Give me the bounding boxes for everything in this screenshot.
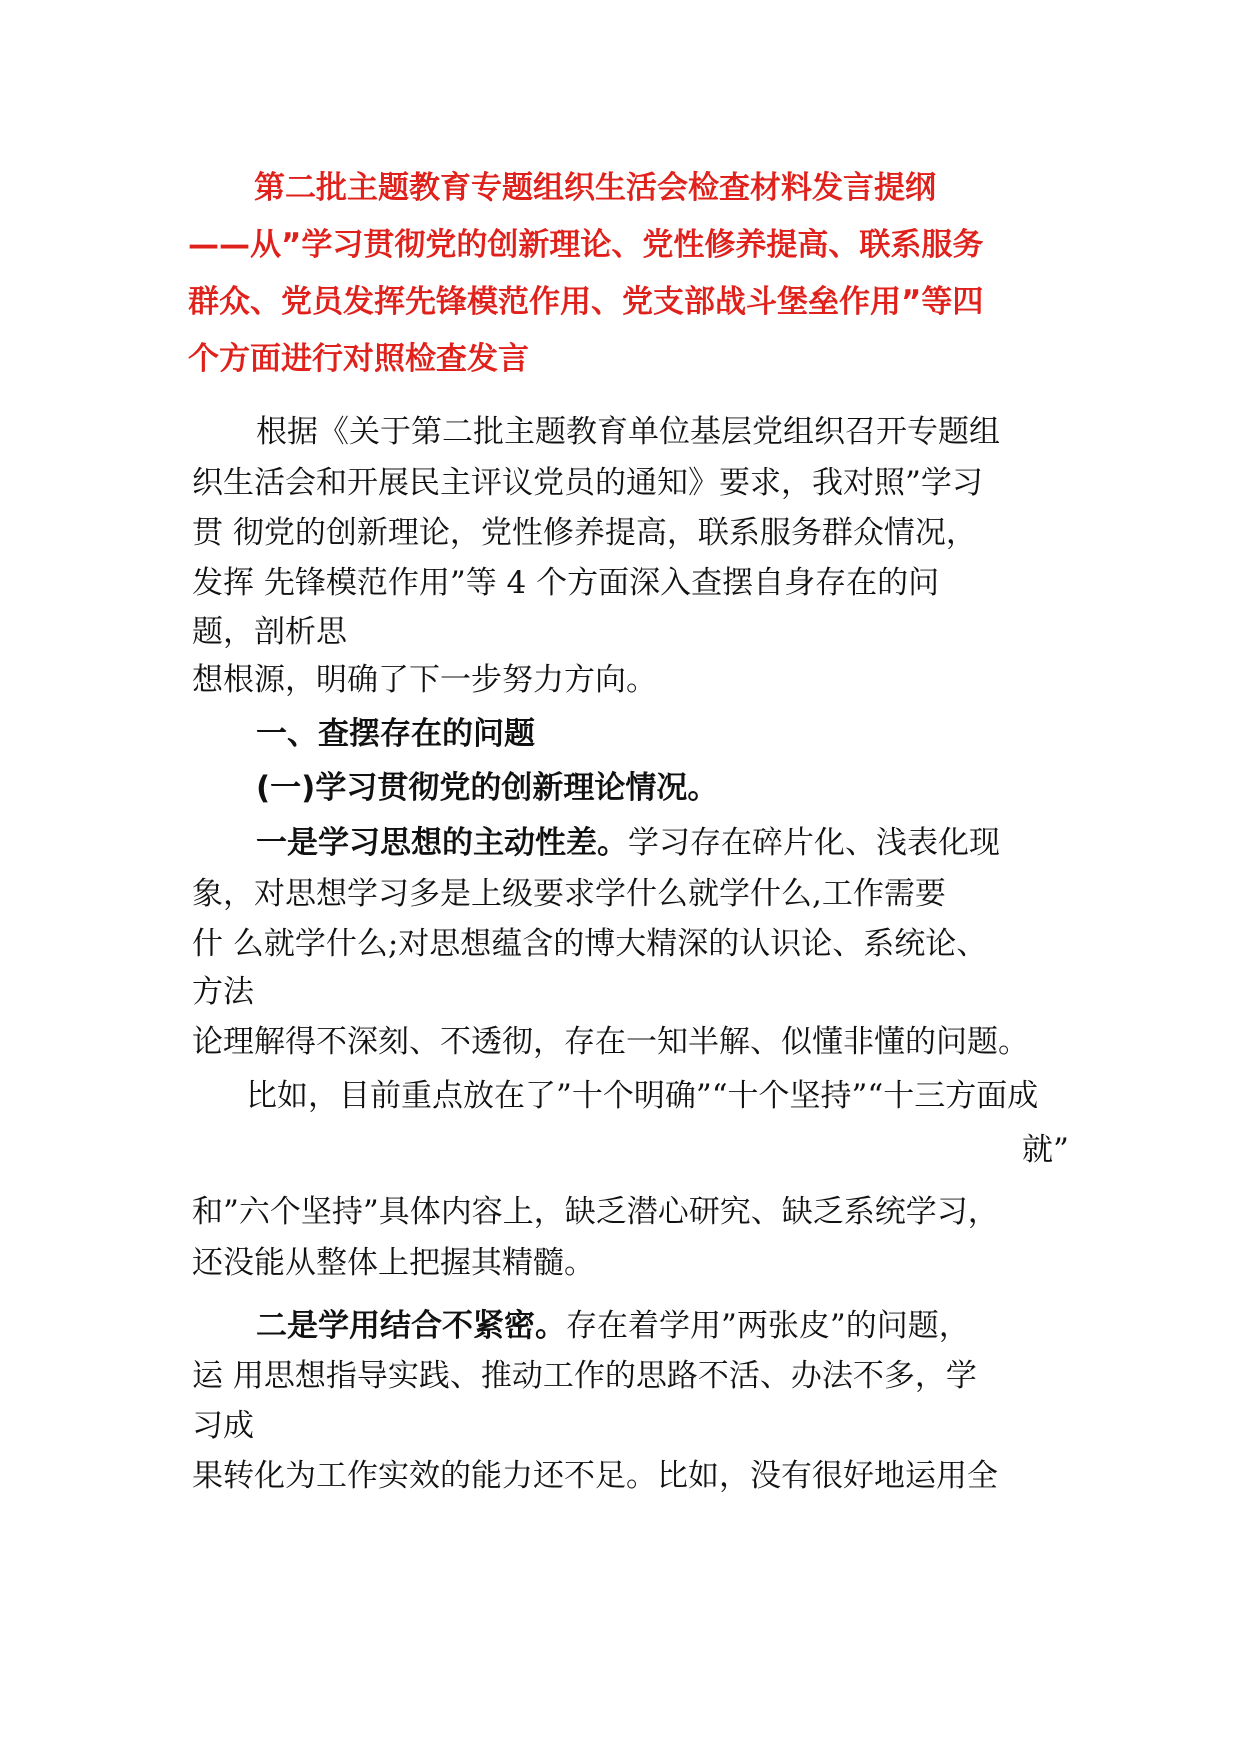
- point1-example-line: 比如，目前重点放在了”十个明确”“十个坚持”“十三方面成: [246, 1078, 1039, 1114]
- point2-lead: 二是学用结合不紧密。: [256, 1308, 566, 1344]
- point1-line: 象，对思想学习多是上级要求学什么就学什么,工作需要: [192, 876, 946, 912]
- point2-line: 运 用思想指导实践、推动工作的思路不活、办法不多，学: [192, 1358, 977, 1394]
- point1-line: 论理解得不深刻、不透彻，存在一知半解、似懂非懂的问题。: [192, 1024, 1029, 1060]
- intro-line: 贯 彻党的创新理论，党性修养提高，联系服务群众情况，: [192, 515, 977, 551]
- title-line: 个方面进行对照检查发言: [188, 341, 529, 377]
- point2-first-rest: 存在着学用”两张皮”的问题，: [566, 1308, 970, 1344]
- section-heading: 一、查摆存在的问题: [256, 716, 535, 752]
- document-title: [188, 160, 1068, 388]
- intro-line: 根据《关于第二批主题教育单位基层党组织召开专题组: [256, 414, 1000, 450]
- point1-after-line: 和”六个坚持”具体内容上，缺乏潜心研究、缺乏系统学习，: [192, 1194, 999, 1230]
- intro-line: 织生活会和开展民主评议党员的通知》要求，我对照”学习: [192, 465, 983, 501]
- point1-line: 什 么就学什么;对思想蕴含的博大精深的认识论、系统论、: [192, 926, 988, 962]
- title-line: 第二批主题教育专题组织生活会检查材料发言提纲: [254, 170, 936, 206]
- intro-line: 发挥 先锋模范作用”等 4 个方面深入查摆自身存在的问: [192, 565, 940, 601]
- point1-first-rest: 学习存在碎片化、浅表化现: [628, 825, 1000, 861]
- point2-first-line: [256, 1306, 970, 1346]
- title-line: 群众、党员发挥先锋模范作用、党支部战斗堡垒作用”等四: [188, 284, 984, 320]
- title-line: ——从”学习贯彻党的创新理论、党性修养提高、联系服务: [188, 227, 984, 263]
- point2-line: 习成: [192, 1408, 254, 1444]
- point2-line: 果转化为工作实效的能力还不足。比如，没有很好地运用全: [192, 1458, 998, 1494]
- point1-first-line: [256, 823, 1000, 863]
- point1-after-line: 还没能从整体上把握其精髓。: [192, 1245, 595, 1281]
- section-subheading: (一)学习贯彻党的创新理论情况。: [256, 770, 719, 806]
- point1-lead: 一是学习思想的主动性差。: [256, 825, 628, 861]
- point1-example-tail: 就”: [1022, 1132, 1069, 1168]
- point1-line: 方法: [192, 974, 254, 1010]
- intro-line: 题，剖析思: [192, 614, 347, 650]
- intro-line: 想根源，明确了下一步努力方向。: [192, 662, 657, 698]
